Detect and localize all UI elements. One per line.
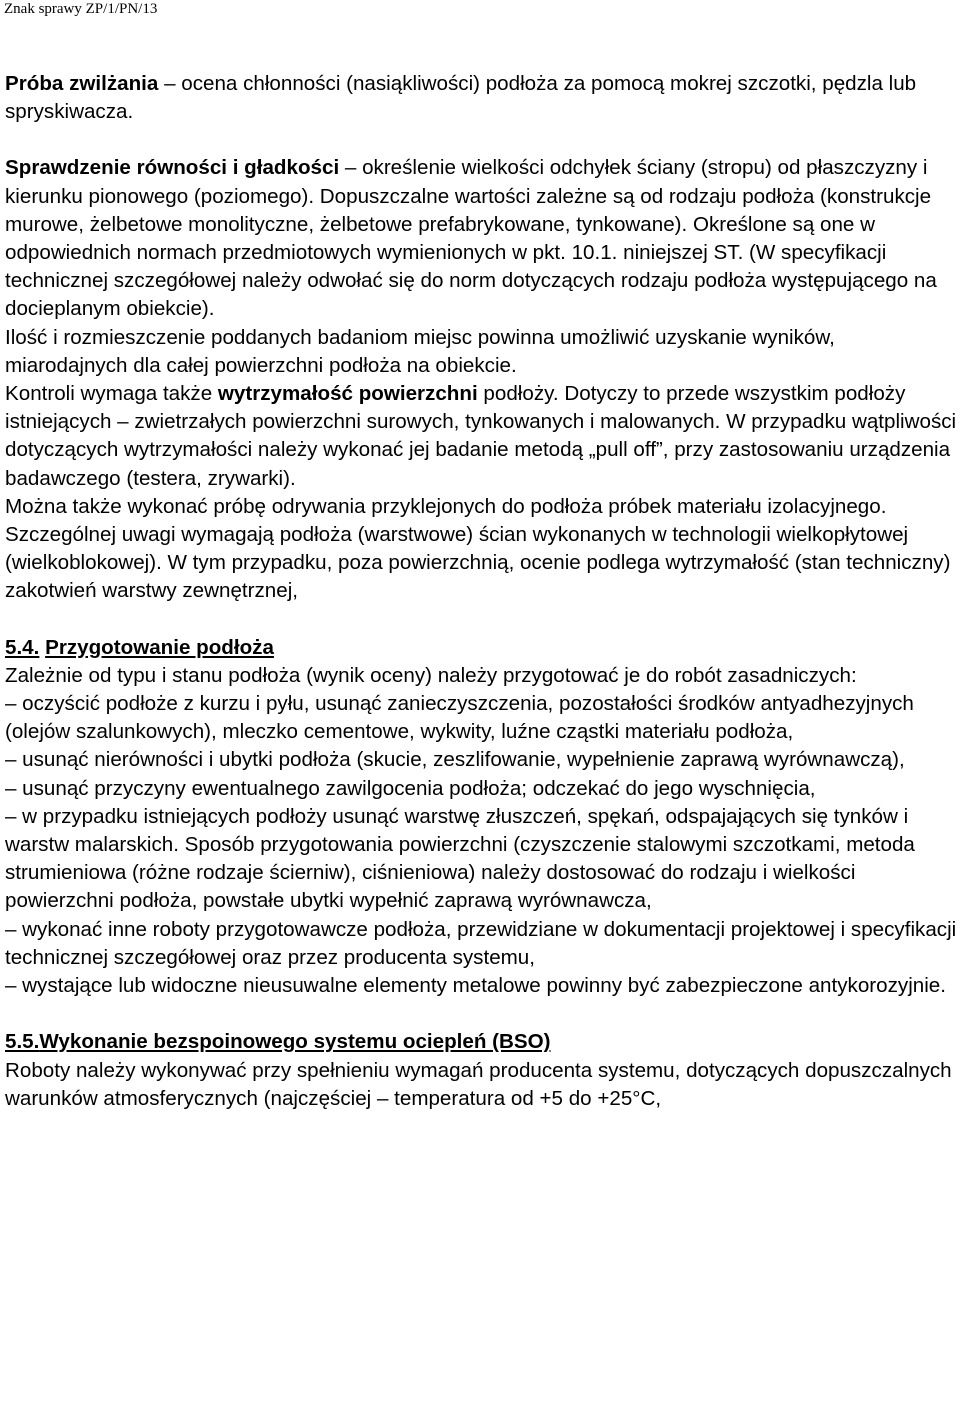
section-5-4-heading — [5, 634, 957, 662]
paragraph-gap — [5, 1000, 957, 1028]
strength-text-before: Kontroli wymaga także — [5, 382, 218, 406]
list-item: – wystające lub widoczne nieusuwalne elementy metalowe powinny być zabezpieczone antykorozyjnie. — [5, 974, 946, 998]
quantity-paragraph: Ilość i rozmieszczenie poddanych badaniom miejsc powinna umożliwić uzyskanie wyników, miarodajnych dla całej powierzchni podłoża na obiekcie. — [5, 325, 835, 377]
section-5-5-text: Roboty należy wykonywać przy spełnieniu wymagań producenta systemu, dotyczących dopuszczalnych warunków atmosferycznych (najczęściej – temperatura od +5 do +25°C, — [5, 1058, 952, 1110]
panels-paragraph: Szczególnej uwagi wymagają podłoża (warstwowe) ścian wykonanych w technologii wielkopłytowej (wielkoblokowej). W tym przypadku, poza powierzchnią, ocenie podlega wytrzymałość (stan techniczny) zakotwień warstwy zewnętrznej, — [5, 523, 951, 603]
section-5-5-title: Wykonanie bezspoinowego systemu ociepleń (BSO) — [39, 1030, 551, 1054]
section-5-4-number: 5.4. — [5, 635, 40, 659]
wetting-paragraph — [5, 70, 957, 126]
list-item: – oczyścić podłoże z kurzu i pyłu, usunąć zanieczyszczenia, pozostałości środków antyadhezyjnych (olejów szalunkowych), mleczko cementowe, wykwity, luźne cząstki materiału podłoża, — [5, 692, 914, 744]
paragraph-gap — [5, 606, 957, 634]
list-item: – usunąć nierówności i ubytki podłoża (skucie, zeszlifowanie, wypełnienie zaprawą wyrównawczą), — [5, 748, 905, 772]
section-5-5-heading — [5, 1028, 957, 1056]
flatness-paragraph — [5, 154, 957, 323]
section-5-4-intro: Zależnie od typu i stanu podłoża (wynik oceny) należy przygotować je do robót zasadniczych: — [5, 663, 857, 687]
strength-paragraph — [5, 380, 957, 493]
strength-text-after: podłoży. Dotyczy to przede wszystkim podłoży istniejących – zwietrzałych powierzchni surowych, tynkowanych i malowanych. W przypadku wątpliwości dotyczących wytrzymałości należy wykonać jej badanie metodą „pull off”, przy zastosowaniu urządzenia badawczego (testera, zrywarki). — [5, 382, 957, 490]
wetting-title: Próba zwilżania — [5, 72, 159, 95]
flatness-title: Sprawdzenie równości i gładkości — [5, 156, 340, 180]
section-5-5-number: 5.5. — [5, 1030, 40, 1054]
flatness-text: – określenie wielkości odchyłek ściany (stropu) od płaszczyzny i kierunku pionowego (poziomego). Dopuszczalne wartości zależne są od rodzaju podłoża (konstrukcje murowe, żelbetowe monolityczne, żelbetowe prefabrykowane, tynkowane). Określone są one w odpowiednich normach przedmiotowych wymienionych w pkt. 10.1. niniejszej ST. (W specyfikacji technicznej szczegółowej należy odwołać się do norm dotyczących rodzaju podłoża występującego na docieplanym obiekcie). — [5, 156, 937, 321]
document-reference: Znak sprawy ZP/1/PN/13 — [4, 1, 158, 17]
pulloff-paragraph: Można także wykonać próbę odrywania przyklejonych do podłoża próbek materiału izolacyjnego. — [5, 494, 887, 518]
document-body — [5, 70, 957, 1113]
list-item: – w przypadku istniejących podłoży usunąć warstwę złuszczeń, spękań, odspajających się tynków i warstw malarskich. Sposób przygotowania powierzchni (czyszczenie stalowymi szczotkami, metoda strumieniowa (różne rodzaje ścierniw), ciśnieniowa) należy dostosować do rodzaju i wielkości powierzchni podłoża, powstałe ubytki wypełnić zaprawą wyrównawcza, — [5, 804, 915, 913]
list-item: – wykonać inne roboty przygotowawcze podłoża, przewidziane w dokumentacji projektowej i specyfikacji technicznej szczegółowej oraz przez producenta systemu, — [5, 917, 957, 969]
wetting-text: – ocena chłonności (nasiąkliwości) podłoża za pomocą mokrej szczotki, pędzla lub spryskiwacza. — [5, 72, 917, 124]
section-5-4-title: Przygotowanie podłoża — [45, 635, 274, 659]
strength-bold: wytrzymałość powierzchni — [217, 382, 478, 406]
paragraph-gap — [5, 126, 957, 154]
list-item: – usunąć przyczyny ewentualnego zawilgocenia podłoża; odczekać do jego wyschnięcia, — [5, 776, 816, 800]
